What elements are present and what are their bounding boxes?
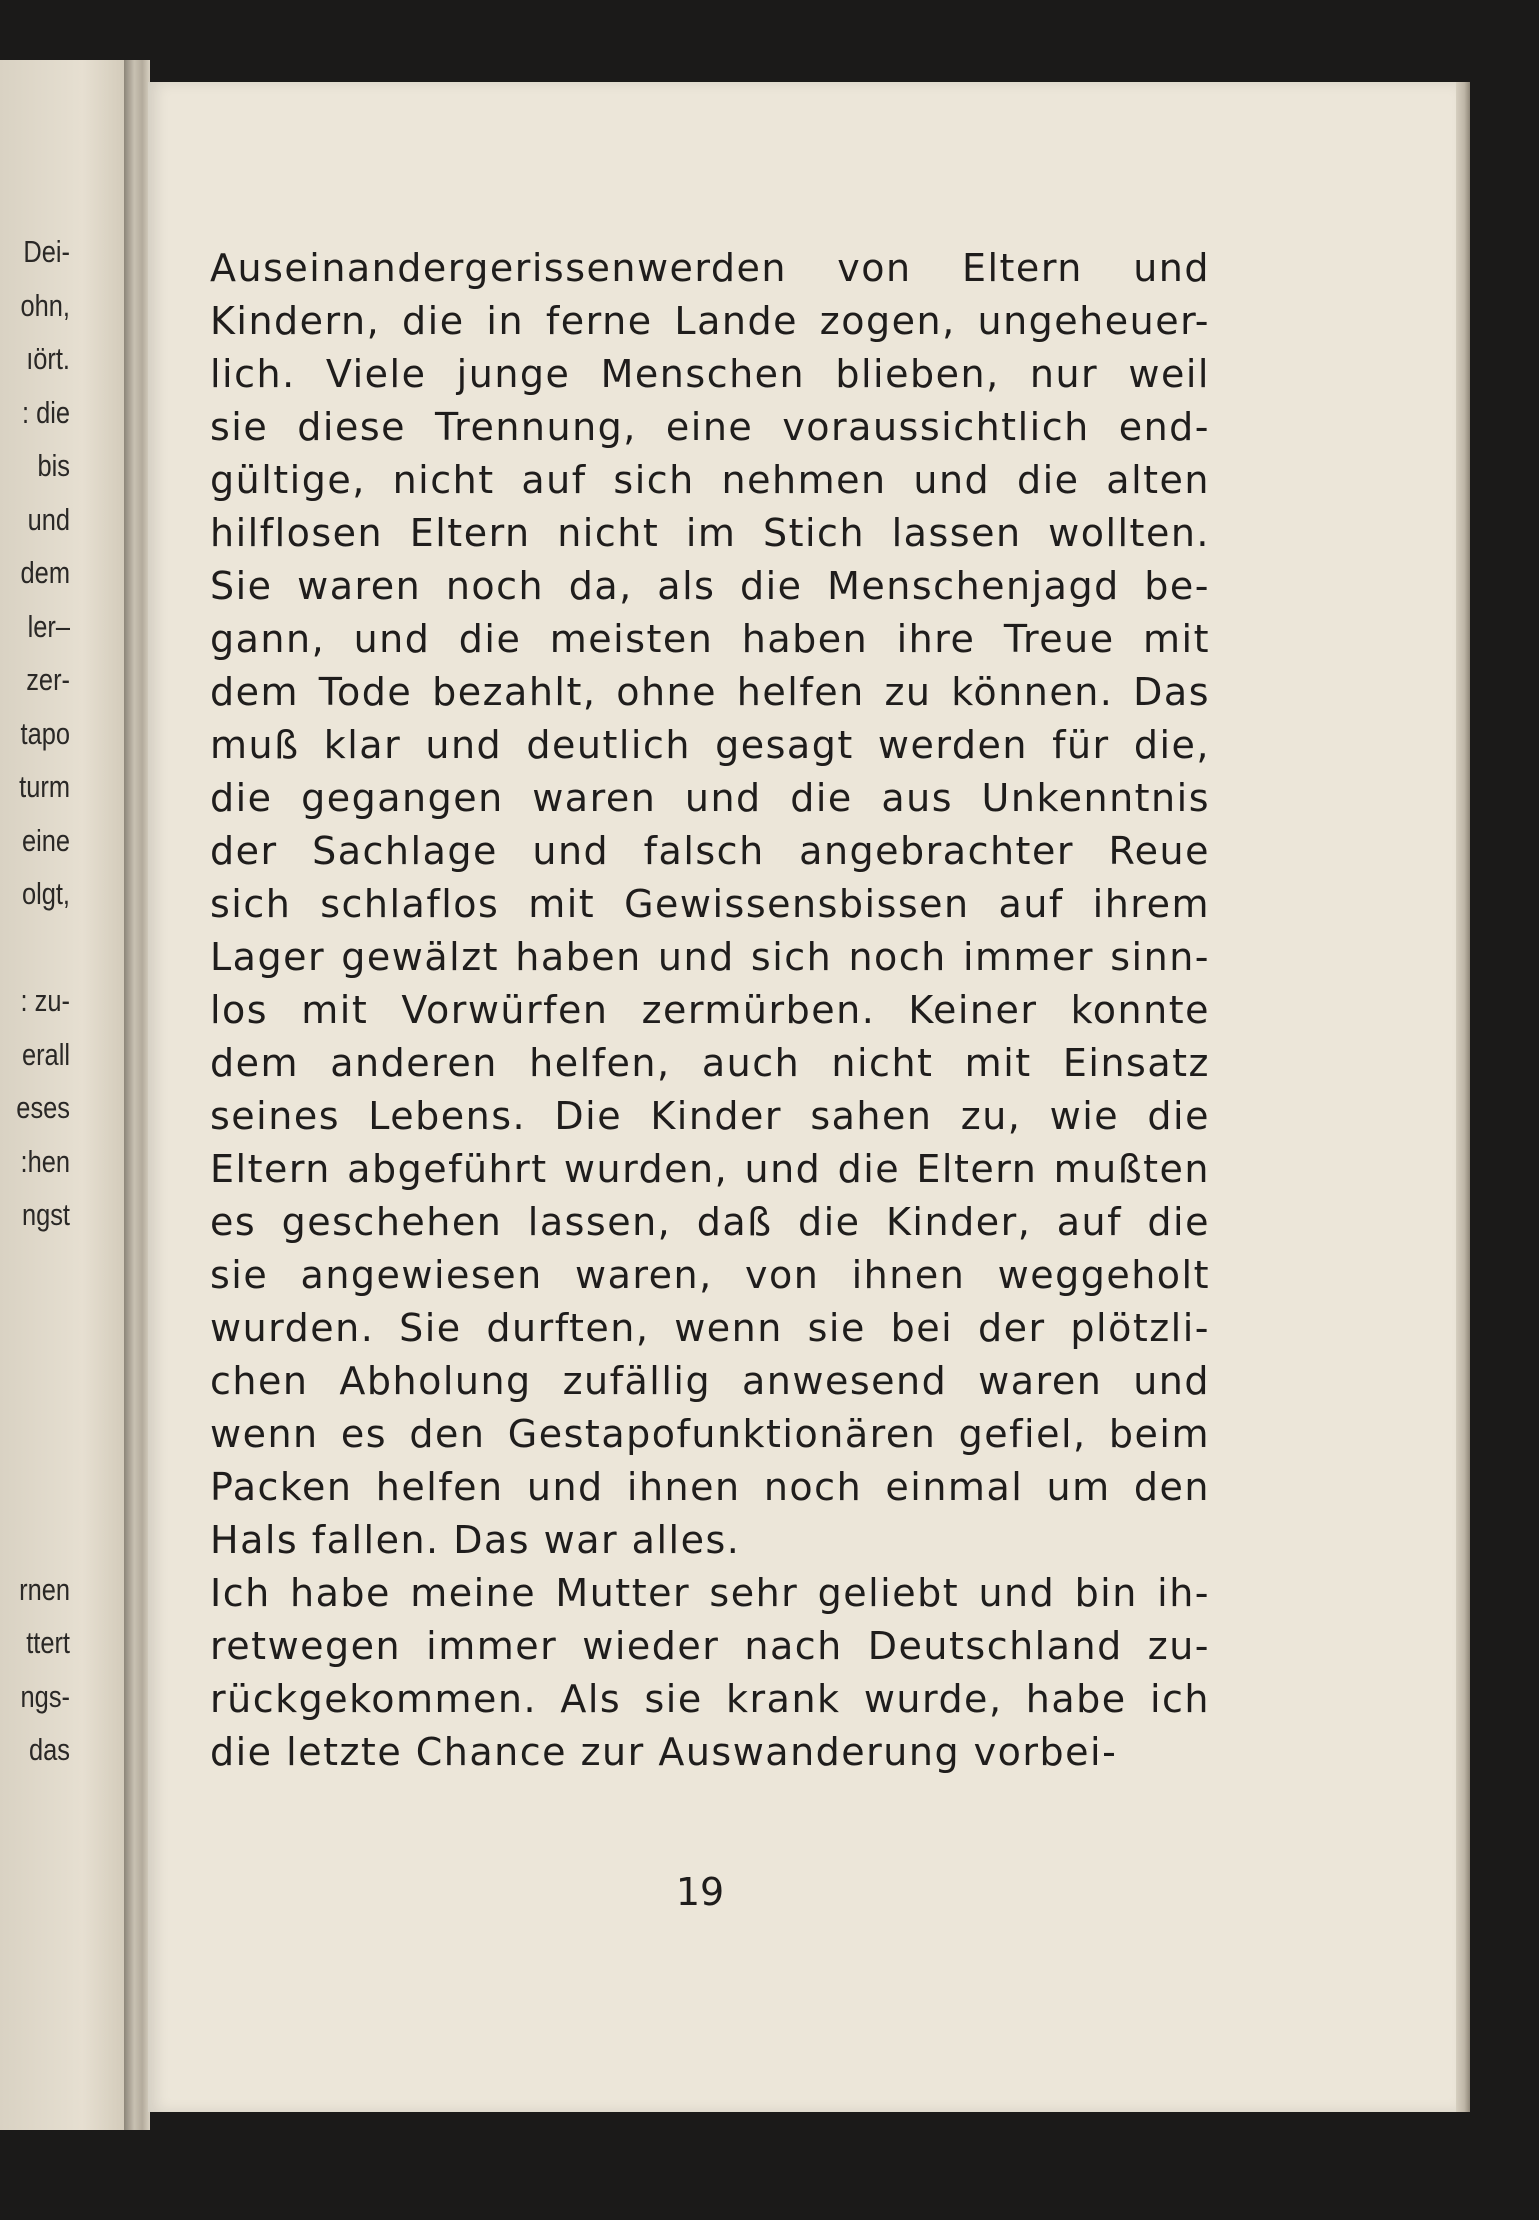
left-page-fragment: eine xyxy=(21,822,70,858)
left-page-fragment xyxy=(13,1456,70,1510)
left-page-text-fragments xyxy=(13,225,70,1777)
text-line: die letzte Chance zur Auswanderung vorbei- xyxy=(210,1730,1118,1774)
left-page-fragment xyxy=(13,1295,70,1349)
left-page-fragment: bis xyxy=(37,448,70,483)
text-line: der Sachlage und falsch angebrachter Reue xyxy=(210,829,1210,873)
left-page-fragment: und xyxy=(27,501,70,537)
text-line: chen Abholung zufällig anwesend waren und xyxy=(210,1359,1210,1403)
text-line: Hals fallen. Das war alles. xyxy=(210,1518,741,1562)
text-line: es geschehen lassen, daß die Kinder, auf die xyxy=(210,1200,1210,1244)
text-line: wurden. Sie durften, wenn sie bei der plötzli- xyxy=(210,1306,1210,1350)
text-line: rückgekommen. Als sie krank wurde, habe ich xyxy=(210,1677,1210,1721)
text-line: retwegen immer wieder nach Deutschland zu- xyxy=(210,1624,1210,1668)
left-page-fragment: erall xyxy=(21,1036,71,1072)
left-page-fragment: eses xyxy=(16,1090,70,1125)
left-page-fragment xyxy=(13,1242,70,1296)
left-page-fragment xyxy=(13,1349,70,1403)
left-page-fragment: ngs- xyxy=(20,1678,70,1714)
left-page-fragment: ttert xyxy=(26,1625,70,1660)
left-page-fragment: ler– xyxy=(27,608,70,644)
text-line: gann, und die meisten haben ihre Treue mit xyxy=(210,617,1210,661)
text-line: los mit Vorwürfen zermürben. Keiner konnte xyxy=(210,988,1210,1032)
text-line: sie diese Trennung, eine voraussichtlich end- xyxy=(210,405,1210,449)
text-line: Eltern abgeführt wurden, und die Eltern mußten xyxy=(210,1147,1210,1191)
text-line: Sie waren noch da, als die Menschenjagd be- xyxy=(210,564,1210,608)
text-line: Kindern, die in ferne Lande zogen, ungeheuer- xyxy=(210,299,1210,343)
body-text xyxy=(210,242,1210,1779)
left-page-fragment: : zu- xyxy=(20,983,70,1018)
text-line: muß klar und deutlich gesagt werden für die, xyxy=(210,723,1210,767)
text-line: sie angewiesen waren, von ihnen weggeholt xyxy=(210,1253,1210,1297)
left-page-fragment: tapo xyxy=(20,715,70,751)
text-line: dem anderen helfen, auch nicht mit Einsatz xyxy=(210,1041,1210,1085)
text-line: lich. Viele junge Menschen blieben, nur weil xyxy=(210,352,1210,396)
left-page-fragment: :hen xyxy=(20,1143,70,1179)
text-line: seines Lebens. Die Kinder sahen zu, wie die xyxy=(210,1094,1210,1138)
left-page-fragment: olgt, xyxy=(21,876,70,911)
left-page-fragment: ıört. xyxy=(26,341,70,376)
text-line: dem Tode bezahlt, ohne helfen zu können. Das xyxy=(210,670,1210,714)
text-line: Auseinandergerissenwerden von Eltern und xyxy=(210,246,1210,290)
left-page-fragment: rnen xyxy=(19,1571,70,1607)
left-page-fragment: ngst xyxy=(21,1197,70,1232)
page-number: 19 xyxy=(675,1870,725,1914)
left-page-fragment: : die xyxy=(21,394,70,430)
text-line: Ich habe meine Mutter sehr geliebt und bin ih- xyxy=(210,1571,1210,1615)
left-page-fragment: Dei- xyxy=(23,234,70,269)
text-line: sich schlaflos mit Gewissensbissen auf ihrem xyxy=(210,882,1210,926)
left-page-fragment xyxy=(13,921,70,975)
book-gutter xyxy=(124,60,150,2130)
left-page-fragment: das xyxy=(29,1732,70,1767)
text-line: Lager gewälzt haben und sich noch immer sinn- xyxy=(210,935,1210,979)
text-line: die gegangen waren und die aus Unkenntnis xyxy=(210,776,1210,820)
page-edge xyxy=(1456,82,1470,2112)
left-page-fragment: zer- xyxy=(26,662,70,697)
text-line: wenn es den Gestapofunktionären gefiel, beim xyxy=(210,1412,1210,1456)
left-page-fragment: dem xyxy=(20,555,70,590)
text-line: Packen helfen und ihnen noch einmal um den xyxy=(210,1465,1210,1509)
text-line: hilflosen Eltern nicht im Stich lassen wollten. xyxy=(210,511,1210,555)
text-line: gültige, nicht auf sich nehmen und die alten xyxy=(210,458,1210,502)
left-page-fragment xyxy=(13,1402,70,1456)
left-page-fragment: ohn, xyxy=(20,287,70,323)
left-page-fragment: turm xyxy=(19,769,70,804)
left-page-fragment xyxy=(13,1509,70,1563)
